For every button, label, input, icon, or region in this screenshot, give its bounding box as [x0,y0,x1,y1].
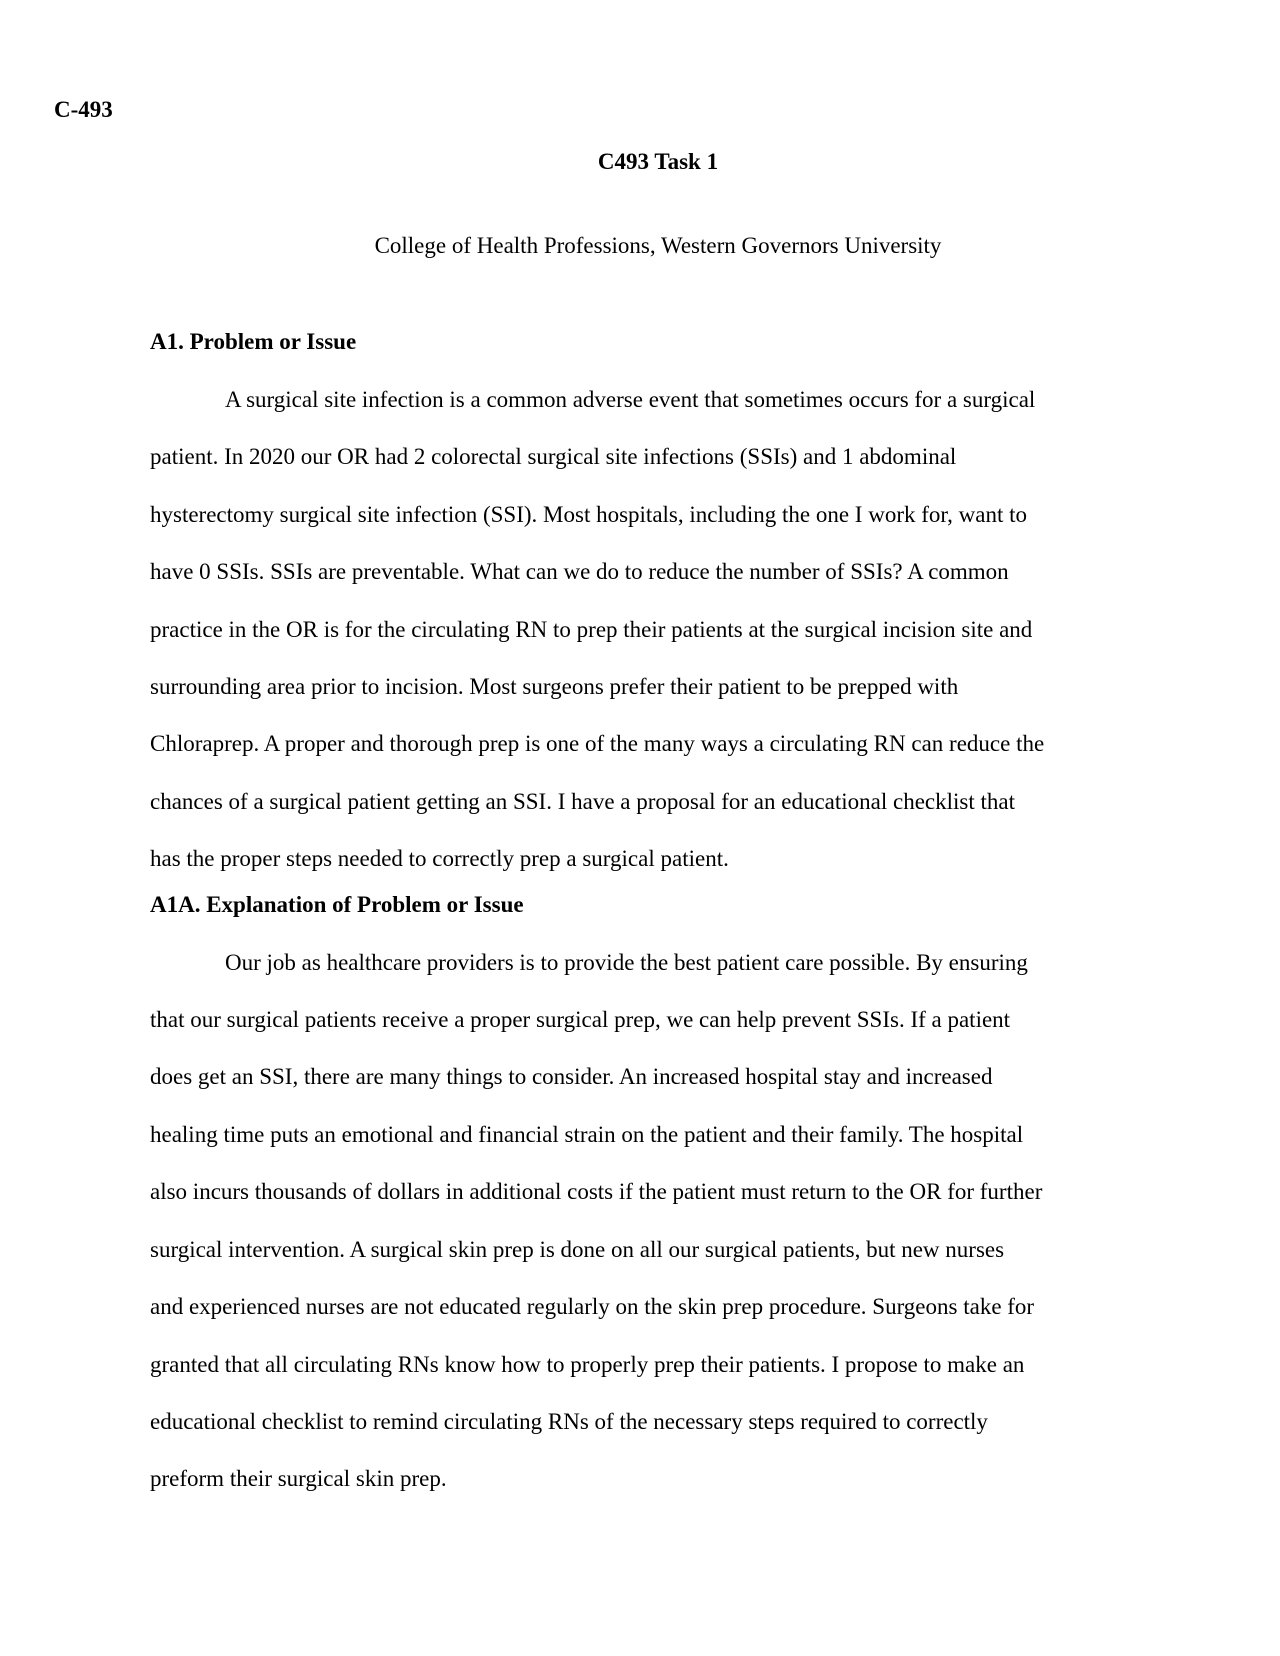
paragraph-line: Chloraprep. A proper and thorough prep is one of the many ways a circulating RN can reduce the [150,731,1045,757]
paragraph-line: have 0 SSIs. SSIs are preventable. What can we do to reduce the number of SSIs? A common [150,559,1009,585]
paragraph-line: chances of a surgical patient getting an SSI. I have a proposal for an educational checklist that [150,788,1015,814]
section-a1a [150,891,1156,1508]
paragraph-line: educational checklist to remind circulating RNs of the necessary steps required to correctly [150,1408,988,1434]
affiliation: College of Health Professions, Western Governors University [374,233,942,258]
paragraph-line: also incurs thousands of dollars in additional costs if the patient must return to the OR for further [150,1179,1043,1205]
paragraph-line: surrounding area prior to incision. Most surgeons prefer their patient to be prepped with [150,674,959,700]
paragraph-line: does get an SSI, there are many things to consider. An increased hospital stay and increased [150,1064,993,1090]
paragraph-line: and experienced nurses are not educated regularly on the skin prep procedure. Surgeons take for [150,1294,1035,1320]
paragraph-line: preform their surgical skin prep. [150,1466,447,1492]
document-title: C493 Task 1 [597,149,719,174]
paragraph-line: practice in the OR is for the circulating RN to prep their patients at the surgical incision site and [150,616,1033,642]
paragraph-line: healing time puts an emotional and financial strain on the patient and their family. The hospital [150,1121,1024,1147]
document-body [150,328,1156,1508]
section-paragraph [150,934,1156,1508]
running-head: C-493 [54,97,113,122]
paragraph-line: has the proper steps needed to correctly prep a surgical patient. [150,846,729,872]
paragraph-line: hysterectomy surgical site infection (SSI). Most hospitals, including the one I work for, want to [150,501,1027,527]
paragraph-line: A surgical site infection is a common adverse event that sometimes occurs for a surgical [225,387,1036,412]
paragraph-line: granted that all circulating RNs know how to properly prep their patients. I propose to make an [150,1351,1025,1377]
paragraph-line: Our job as healthcare providers is to provide the best patient care possible. By ensuring [225,949,1028,975]
section-paragraph [150,371,1156,888]
paragraph-line: patient. In 2020 our OR had 2 colorectal surgical site infections (SSIs) and 1 abdominal [150,444,957,470]
paragraph-line: that our surgical patients receive a proper surgical prep, we can help prevent SSIs. If a patient [150,1007,1011,1033]
section-heading: A1A. Explanation of Problem or Issue [150,891,524,917]
paragraph-line: surgical intervention. A surgical skin prep is done on all our surgical patients, but new nurses [150,1236,1005,1262]
section-a1 [150,328,1156,888]
section-heading: A1. Problem or Issue [150,329,357,354]
